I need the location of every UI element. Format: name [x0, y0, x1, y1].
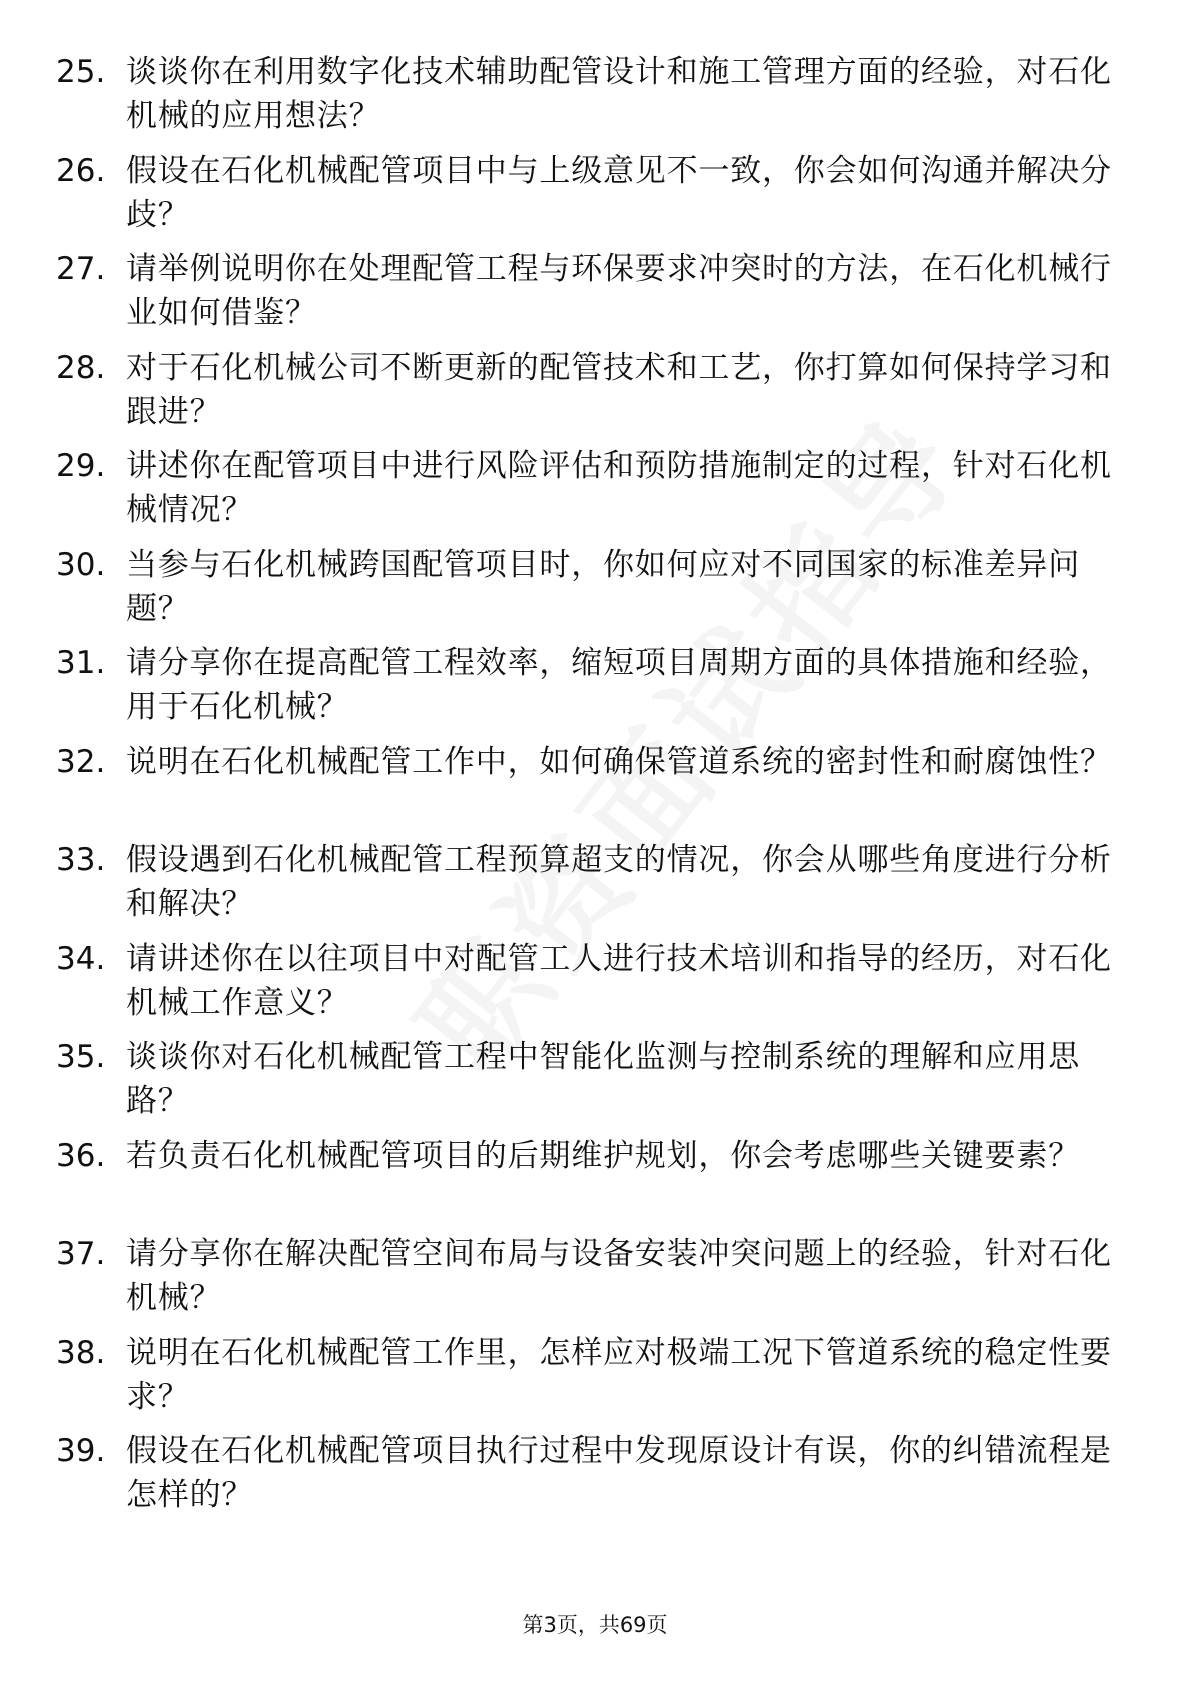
question-text: 若负责石化机械配管项目的后期维护规划，你会考虑哪些关键要素？ [126, 1137, 1080, 1174]
list-item [0, 1232, 1190, 1331]
question-number: 26. [56, 152, 106, 189]
list-item [0, 641, 1190, 740]
question-text: 讲述你在配管项目中进行风险评估和预防措施制定的过程，针对石化机械情况？ [126, 448, 1112, 528]
question-text: 请举例说明你在处理配管工程与环保要求冲突时的方法，在石化机械行业如何借鉴？ [126, 251, 1112, 331]
question-number: 33. [56, 842, 106, 878]
list-item [0, 149, 1190, 248]
question-number: 31. [56, 645, 106, 681]
page-number-footer: 第3页，共69页 [522, 1613, 668, 1637]
question-number: 35. [56, 1039, 106, 1075]
question-number: 32. [56, 743, 106, 780]
question-number: 38. [56, 1334, 106, 1371]
question-number: 25. [56, 54, 106, 90]
question-number: 37. [56, 1236, 106, 1272]
question-list [0, 50, 1190, 1528]
question-number: 30. [56, 546, 106, 583]
question-text: 当参与石化机械跨国配管项目时，你如何应对不同国家的标准差异问题？ [126, 546, 1080, 627]
list-item [0, 50, 1190, 149]
question-text: 假设在石化机械配管项目中与上级意见不一致，你会如何沟通并解决分歧？ [126, 152, 1112, 233]
list-item [0, 1331, 1190, 1430]
question-text: 假设在石化机械配管项目执行过程中发现原设计有误，你的纠错流程是怎样的？ [126, 1433, 1112, 1513]
list-item [0, 346, 1190, 445]
question-number: 34. [56, 940, 106, 977]
question-number: 39. [56, 1433, 106, 1469]
list-item [0, 247, 1190, 346]
question-number: 28. [56, 349, 106, 386]
list-item [0, 1429, 1190, 1528]
question-number: 36. [56, 1137, 106, 1174]
list-item [0, 838, 1190, 937]
question-text: 请分享你在提高配管工程效率，缩短项目周期方面的具体措施和经验，用于石化机械？ [126, 645, 1112, 725]
question-text: 请分享你在解决配管空间布局与设备安装冲突问题上的经验，针对石化机械？ [126, 1236, 1112, 1316]
question-text: 谈谈你在利用数字化技术辅助配管设计和施工管理方面的经验，对石化机械的应用想法？ [126, 54, 1112, 134]
question-text: 说明在石化机械配管工作里，怎样应对极端工况下管道系统的稳定性要求？ [126, 1334, 1112, 1415]
list-item [0, 937, 1190, 1036]
list-item [0, 740, 1190, 839]
question-text: 请讲述你在以往项目中对配管工人进行技术培训和指导的经历，对石化机械工作意义？ [126, 940, 1112, 1021]
question-text: 假设遇到石化机械配管工程预算超支的情况，你会从哪些角度进行分析和解决？ [126, 842, 1112, 922]
question-number: 27. [56, 251, 106, 287]
question-text: 谈谈你对石化机械配管工程中智能化监测与控制系统的理解和应用思路？ [126, 1039, 1080, 1119]
list-item [0, 1035, 1190, 1134]
question-text: 对于石化机械公司不断更新的配管技术和工艺，你打算如何保持学习和跟进？ [126, 349, 1112, 430]
question-number: 29. [56, 448, 106, 484]
question-text: 说明在石化机械配管工作中，如何确保管道系统的密封性和耐腐蚀性？ [126, 743, 1112, 780]
list-item [0, 1134, 1190, 1233]
list-item [0, 543, 1190, 642]
list-item [0, 444, 1190, 543]
